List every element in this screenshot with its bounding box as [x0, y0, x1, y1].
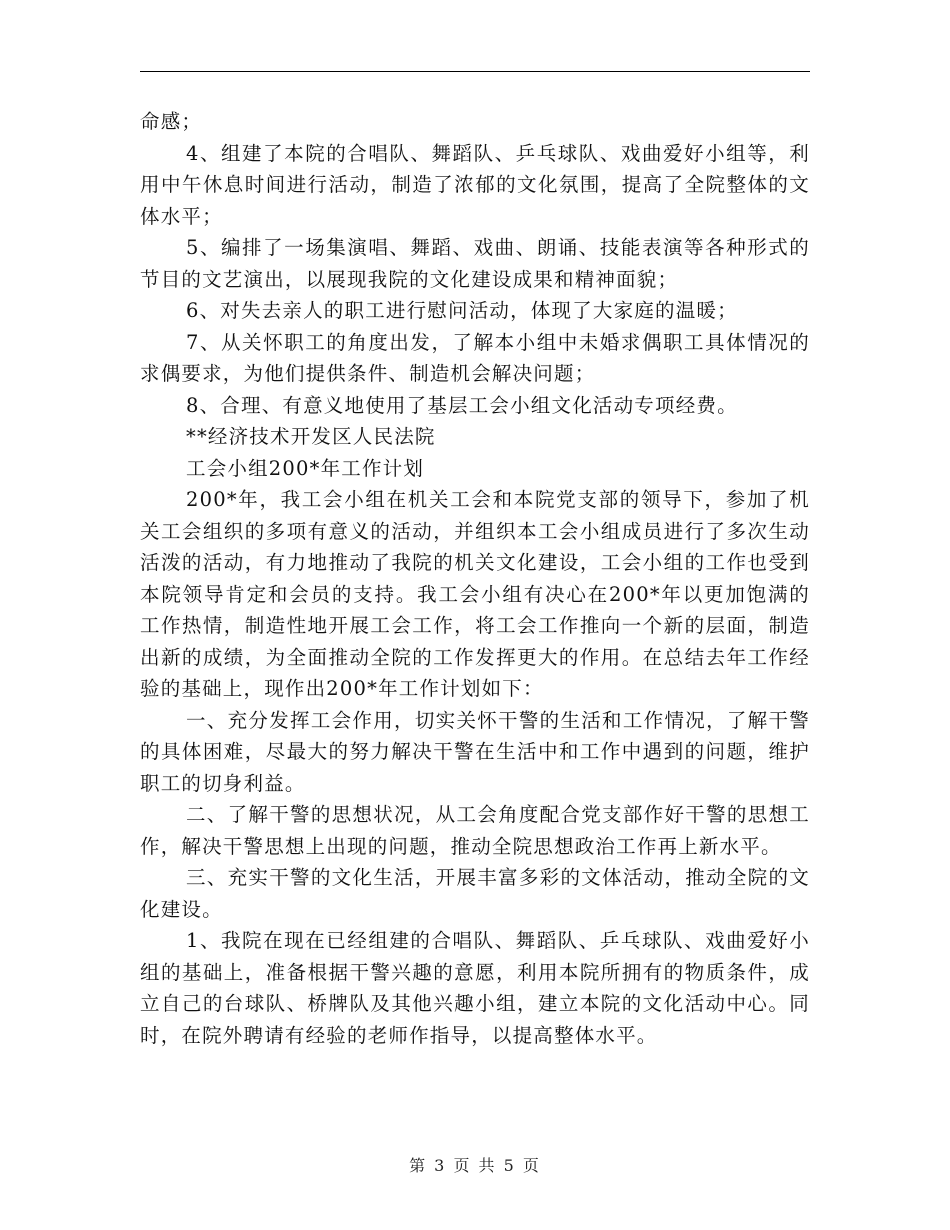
paragraph-section-2: 二、了解干警的思想状况，从工会角度配合党支部作好干警的思想工作，解决干警思想上出现的问题，推动全院思想政治工作再上新水平。 — [140, 803, 810, 858]
organization-name: **经济技术开发区人民法院 — [186, 425, 436, 448]
paragraph-item-6: 6、对失去亲人的职工进行慰问活动，体现了大家庭的温暖； — [186, 299, 738, 322]
paragraph-section-3: 三、充实干警的文化生活，开展丰富多彩的文体活动，推动全院的文化建设。 — [140, 866, 810, 921]
plan-title: 工会小组200*年工作计划 — [186, 456, 425, 480]
paragraph-item-7: 7、从关怀职工的角度出发，了解本小组中未婚求偶职工具体情况的求偶要求，为他们提供条件、制造机会解决问题； — [140, 330, 810, 385]
paragraph-item-5: 5、编排了一场集演唱、舞蹈、戏曲、朗诵、技能表演等各种形式的节目的文艺演出，以展现我院的文化建设成果和精神面貌； — [140, 236, 810, 291]
paragraph-item-4: 4、组建了本院的合唱队、舞蹈队、乒乓球队、戏曲爱好小组等，利用中午休息时间进行活动，制造了浓郁的文化氛围，提高了全院整体的文体水平； — [140, 141, 810, 228]
paragraph-subitem-1: 1、我院在现在已经组建的合唱队、舞蹈队、乒乓球队、戏曲爱好小组的基础上，准备根据干警兴趣的意愿，利用本院所拥有的物质条件，成立自己的台球队、桥牌队及其他兴趣小组，建立本院的文化活动中心。同时，在院外聘请有经验的老师作指导，以提高整体水平。 — [140, 929, 810, 1047]
paragraph-item-8: 8、合理、有意义地使用了基层工会小组文化活动专项经费。 — [186, 393, 738, 417]
page-number-footer: 第 3 页 共 5 页 — [409, 1156, 541, 1175]
paragraph-continuation: 命感； — [140, 110, 203, 133]
paragraph-plan-intro: 200*年，我工会小组在机关工会和本院党支部的领导下，参加了机关工会组织的多项有意义的活动，并组织本工会小组成员进行了多次生动活泼的活动，有力地推动了我院的机关文化建设，工会小组的工作也受到本院领导肯定和会员的支持。我工会小组有决心在200*年以更加饱满的工作热情，制造性地开展工会工作，将工会工作推向一个新的层面，制造出新的成绩，为全面推动全院的工作发挥更大的作用。在总结去年工作经验的基础上，现作出200*年工作计划如下： — [140, 488, 810, 700]
header-rule — [140, 71, 810, 72]
paragraph-section-1: 一、充分发挥工会作用，切实关怀干警的生活和工作情况，了解干警的具体困难，尽最大的努力解决干警在生活中和工作中遇到的问题，维护职工的切身利益。 — [140, 708, 810, 795]
document-body — [140, 106, 810, 1051]
